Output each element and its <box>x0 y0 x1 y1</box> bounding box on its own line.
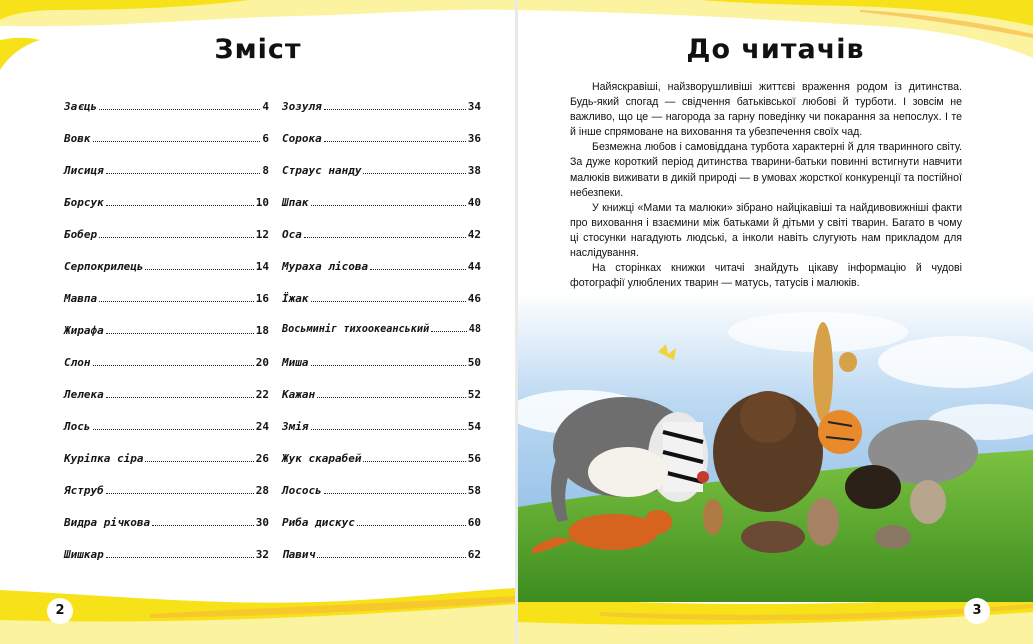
toc-entry[interactable] <box>64 100 269 132</box>
toc-entry-page: 50 <box>467 356 481 369</box>
toc-entry-page: 52 <box>467 388 481 401</box>
toc-entry-name: Павич <box>282 548 316 561</box>
toc-entry-page: 54 <box>467 420 481 433</box>
animals-group-photo <box>518 292 1033 602</box>
toc-entry-page: 6 <box>262 132 269 145</box>
intro-paragraph: У книжці «Мами та малюки» зібрано найцікавіші та найдивовижніші факти про виховання і взаємини між батьками й дітьми у світі тварин. Багато в чому ці стосунки нагадують людські, а інколи навіть слугують нам прикладом для наслідування. <box>570 201 962 260</box>
toc-leader-dots <box>317 557 466 558</box>
toc-leader-dots <box>152 525 254 526</box>
toc-leader-dots <box>317 397 466 398</box>
toc-leader-dots <box>311 365 466 366</box>
toc-entry-name: Мураха лісова <box>282 260 369 273</box>
toc-entry-name: Миша <box>282 356 309 369</box>
toc-entry-name: Серпокрилець <box>64 260 144 273</box>
toc-entry[interactable] <box>64 260 269 292</box>
intro-paragraph: На сторінках книжки читачі знайдуть цікаву інформацію й чудові фотографії улюблених тварин — матусь, татусів і малюків. <box>570 262 962 290</box>
toc-leader-dots <box>324 141 466 142</box>
toc-leader-dots <box>145 461 253 462</box>
toc-entry-name: Лось <box>64 420 91 433</box>
page-number: 3 <box>964 598 990 624</box>
toc-leader-dots <box>363 173 465 174</box>
toc-entry-name: Яструб <box>64 484 104 497</box>
toc-leader-dots <box>304 237 466 238</box>
toc-entry-page: 62 <box>467 548 481 561</box>
toc-leader-dots <box>324 109 466 110</box>
toc-entry-page: 48 <box>468 324 481 335</box>
toc-entry-name: Оса <box>282 228 302 241</box>
toc-entry-name: Жирафа <box>64 324 104 337</box>
toc-entry[interactable] <box>64 324 269 356</box>
toc-leader-dots <box>93 141 261 142</box>
toc-entry-page: 60 <box>467 516 481 529</box>
toc-leader-dots <box>106 333 254 334</box>
toc-entry-page: 56 <box>467 452 481 465</box>
toc-entry-name: Жук скарабей <box>282 452 362 465</box>
toc-entry[interactable] <box>64 548 269 580</box>
toc-entry[interactable] <box>282 356 481 388</box>
toc-entry-page: 12 <box>255 228 269 241</box>
toc-entry-name: Вовк <box>64 132 91 145</box>
toc-entry-page: 8 <box>262 164 269 177</box>
toc-entry-name: Страус нанду <box>282 164 362 177</box>
toc-entry[interactable] <box>282 132 481 164</box>
toc-entry[interactable] <box>282 164 481 196</box>
toc-entry-page: 16 <box>255 292 269 305</box>
toc-entry-page: 40 <box>467 196 481 209</box>
page-number: 2 <box>47 598 73 624</box>
toc-entry[interactable] <box>64 196 269 228</box>
toc-entry-page: 46 <box>467 292 481 305</box>
toc-entry-name: Кажан <box>282 388 316 401</box>
toc-entry[interactable] <box>64 388 269 420</box>
toc-entry[interactable] <box>64 292 269 324</box>
toc-entry-name: Шпак <box>282 196 309 209</box>
toc-entry[interactable] <box>282 292 481 324</box>
toc-entry[interactable] <box>64 132 269 164</box>
toc-entry-name: Сорока <box>282 132 322 145</box>
toc-entry-page: 20 <box>255 356 269 369</box>
toc-entry[interactable] <box>64 356 269 388</box>
toc-column-2 <box>282 100 481 580</box>
toc-entry[interactable] <box>282 228 481 260</box>
intro-paragraph: Найяскравіші, найзворушливіші життєві враження родом із дитинства. Будь-який спогад — свідчення батьківської любові й турботи. І зовсім не важливо, що це — нагорода за гарну поведінку чи покарання за непослух. І те й інше спрямоване на виховання та убезпечення своїх чад. <box>570 81 962 139</box>
toc-leader-dots <box>93 365 254 366</box>
toc-leader-dots <box>431 331 467 332</box>
toc-entry-name: Зозуля <box>282 100 322 113</box>
reader-page <box>518 0 1033 644</box>
toc-entry[interactable] <box>282 516 481 548</box>
toc-entry[interactable] <box>282 100 481 132</box>
toc-leader-dots <box>106 205 254 206</box>
toc-entry-page: 24 <box>255 420 269 433</box>
toc-entry-page: 44 <box>467 260 481 273</box>
toc-entry-page: 28 <box>255 484 269 497</box>
toc-entry-name: Риба дискус <box>282 516 355 529</box>
toc-entry[interactable] <box>64 164 269 196</box>
toc-entry[interactable] <box>64 452 269 484</box>
toc-entry-page: 58 <box>467 484 481 497</box>
toc-entry[interactable] <box>64 516 269 548</box>
toc-entry-name: Бобер <box>64 228 98 241</box>
toc-entry[interactable] <box>64 484 269 516</box>
toc-entry-page: 4 <box>262 100 269 113</box>
intro-paragraph: Безмежна любов і самовіддана турбота характерні й для тваринного світу. За дуже короткий період дитинства тварини-батьки повинні встигнути навчити малюків виживати в дикій природі — в умовах жорсткої конкуренції та постійної небезпеки. <box>570 141 962 199</box>
toc-entry[interactable] <box>282 420 481 452</box>
toc-entry-name: Шишкар <box>64 548 104 561</box>
toc-leader-dots <box>311 301 466 302</box>
toc-entry-page: 38 <box>467 164 481 177</box>
toc-entry-name: Їжак <box>282 292 309 305</box>
reader-title: До читачів <box>686 34 865 65</box>
toc-entry-page: 26 <box>255 452 269 465</box>
toc-entry[interactable] <box>282 484 481 516</box>
toc-entry-page: 34 <box>467 100 481 113</box>
toc-entry-page: 22 <box>255 388 269 401</box>
toc-leader-dots <box>370 269 466 270</box>
toc-entry-name: Мавпа <box>64 292 98 305</box>
toc-entry[interactable] <box>64 420 269 452</box>
toc-entry-name: Борсук <box>64 196 104 209</box>
toc-entry-page: 14 <box>255 260 269 273</box>
toc-entry-page: 10 <box>255 196 269 209</box>
toc-leader-dots <box>99 301 254 302</box>
toc-entry[interactable] <box>282 452 481 484</box>
toc-entry[interactable] <box>282 388 481 420</box>
toc-entry-name: Заєць <box>64 100 98 113</box>
toc-entry-name: Куріпка сіра <box>64 452 144 465</box>
contents-page <box>0 0 516 644</box>
toc-entry-name: Слон <box>64 356 91 369</box>
toc-leader-dots <box>106 397 254 398</box>
toc-leader-dots <box>93 429 254 430</box>
toc-entry-page: 18 <box>255 324 269 337</box>
toc-leader-dots <box>106 173 261 174</box>
toc-entry[interactable] <box>282 196 481 228</box>
toc-leader-dots <box>99 237 254 238</box>
toc-entry[interactable] <box>64 228 269 260</box>
toc-leader-dots <box>311 205 466 206</box>
toc-leader-dots <box>357 525 466 526</box>
toc-entry-page: 36 <box>467 132 481 145</box>
toc-entry-name: Восьминіг тихоокеанський <box>282 324 430 335</box>
toc-leader-dots <box>311 429 466 430</box>
toc-entry-name: Лелека <box>64 388 104 401</box>
toc-column-1 <box>64 100 269 580</box>
toc-entry-page: 42 <box>467 228 481 241</box>
toc-leader-dots <box>324 493 466 494</box>
toc-entry-name: Лосось <box>282 484 322 497</box>
toc-entry-name: Лисиця <box>64 164 104 177</box>
toc-entry[interactable] <box>282 324 481 356</box>
toc-entry-page: 32 <box>255 548 269 561</box>
toc-entry-name: Видра річкова <box>64 516 151 529</box>
toc-entry[interactable] <box>282 260 481 292</box>
toc-leader-dots <box>363 461 465 462</box>
toc-entry-name: Змія <box>282 420 309 433</box>
toc-leader-dots <box>106 557 254 558</box>
toc-leader-dots <box>99 109 260 110</box>
toc-leader-dots <box>106 493 254 494</box>
intro-text <box>570 80 962 291</box>
toc-leader-dots <box>145 269 253 270</box>
contents-title: Зміст <box>214 34 302 65</box>
toc-entry-page: 30 <box>255 516 269 529</box>
toc-entry[interactable] <box>282 548 481 580</box>
